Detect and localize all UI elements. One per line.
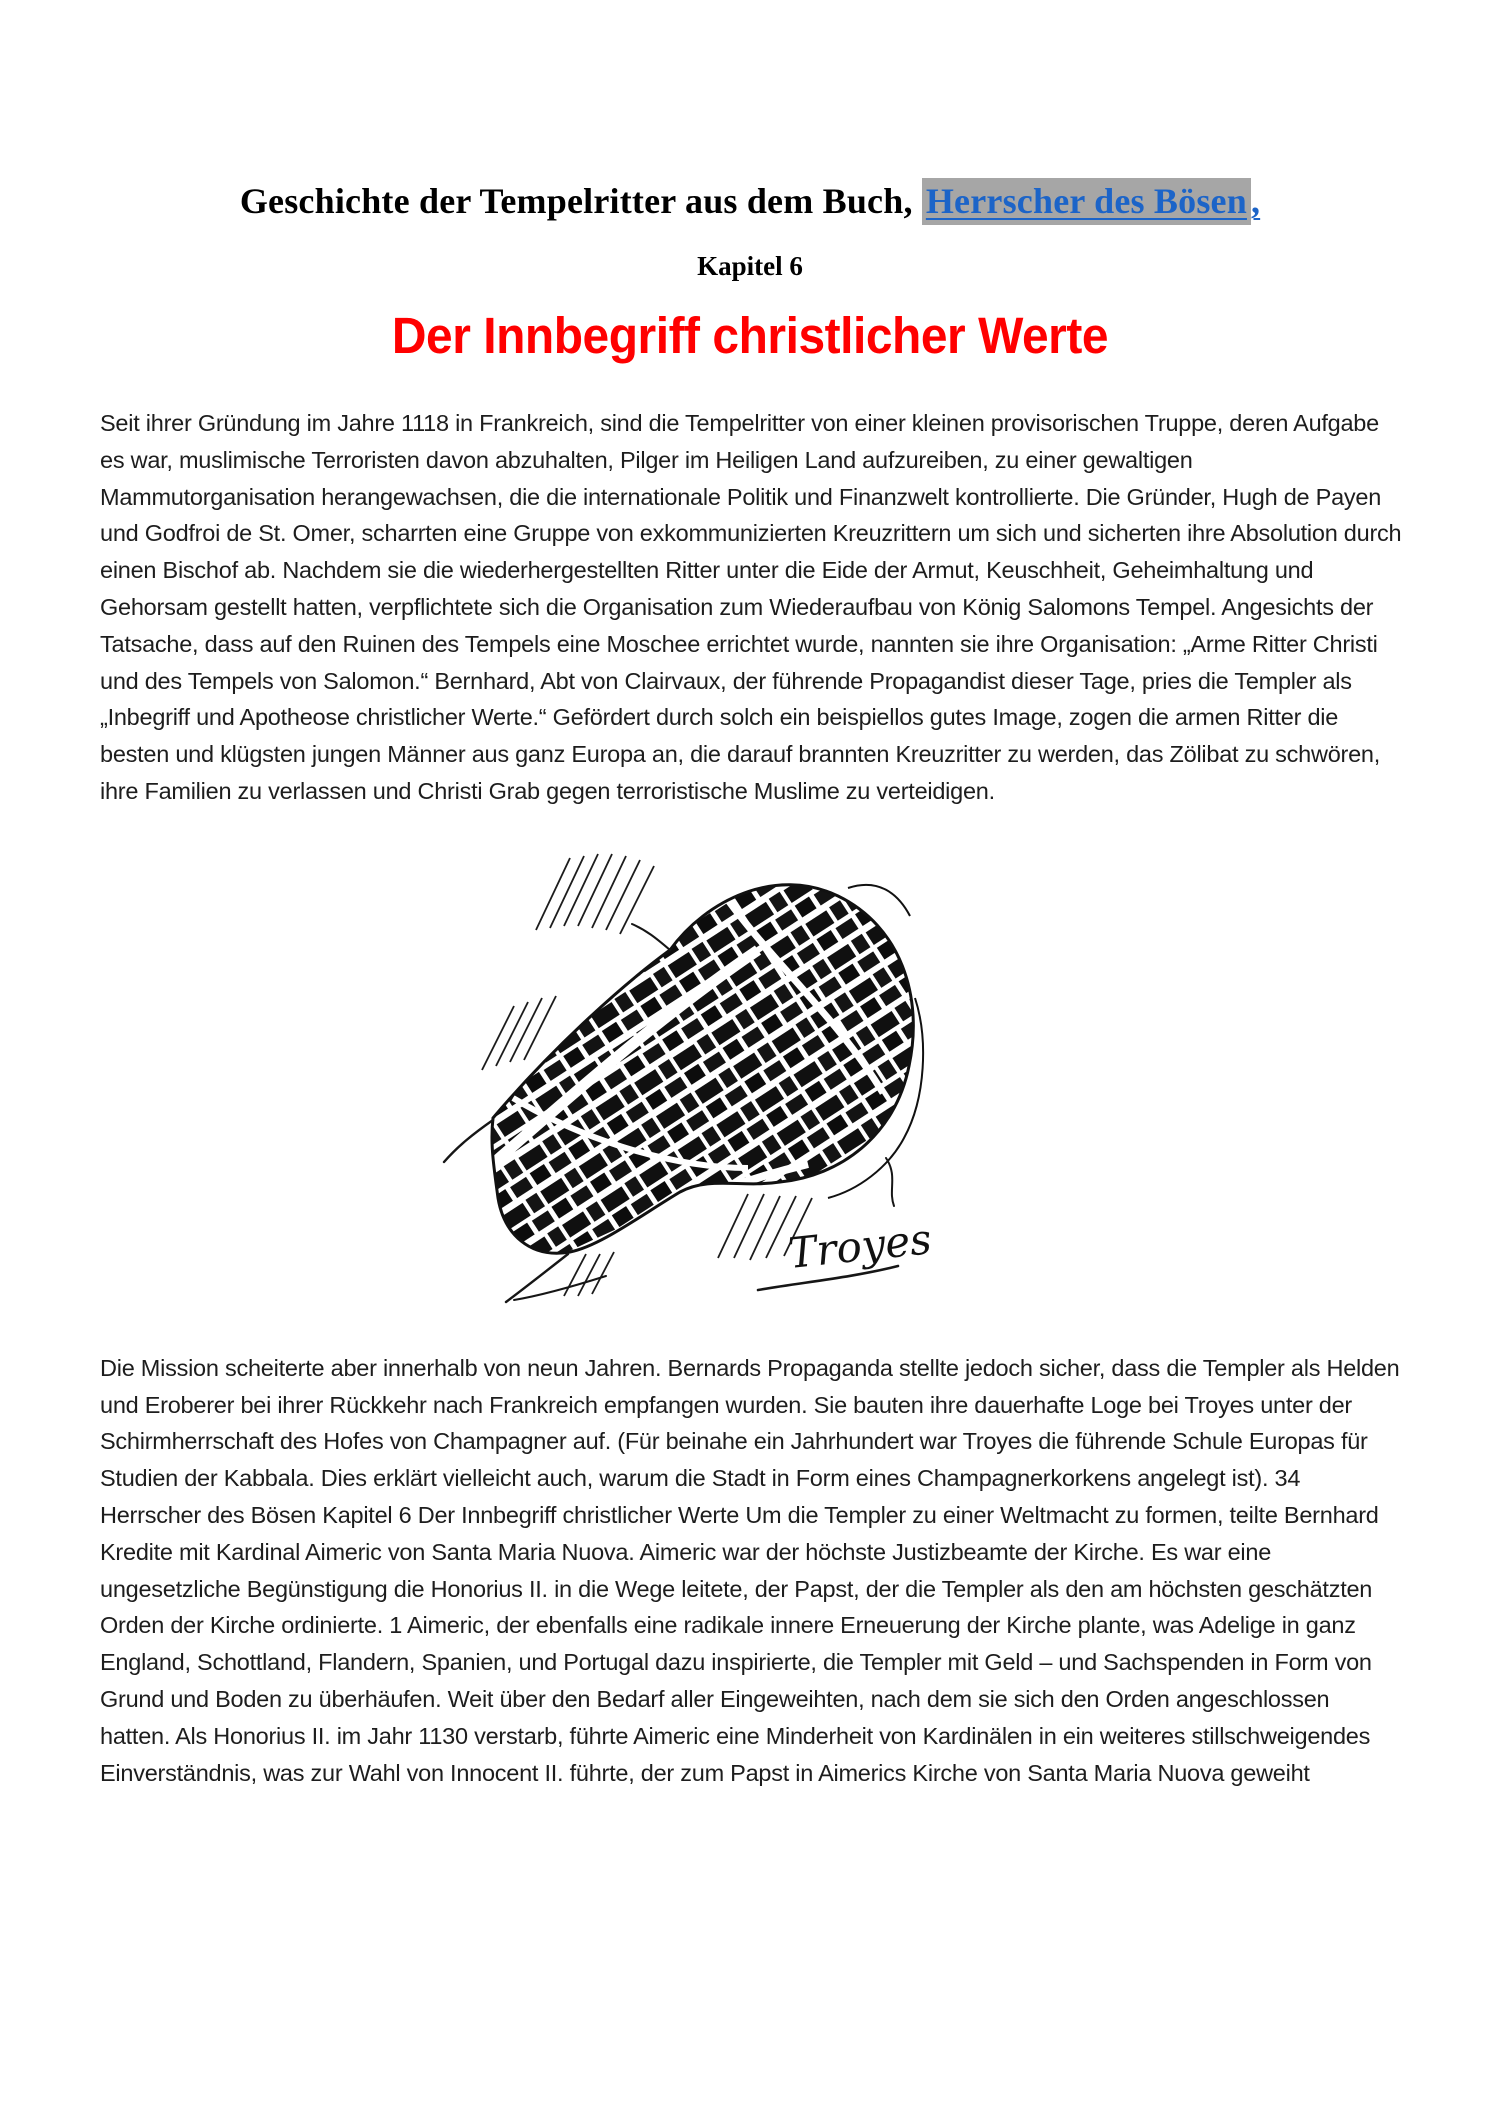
document-title-line	[100, 180, 1400, 222]
paragraph-founding-history: Seit ihrer Gründung im Jahre 1118 in Frankreich, sind die Tempelritter von einer kleinen provisorischen Truppe, deren Aufgabe es war, muslimische Terroristen davon abzuhalten, Pilger im Heiligen Land aufzureiben, zu einer gewaltigen Mammutorganisation herangewachsen, die die internationale Politik und Finanzwelt kontrollierte. Die Gründer, Hugh de Payen und Godfroi de St. Omer, scharrten eine Gruppe von exkommunizierten Kreuzrittern um sich und sicherten ihre Absolution durch einen Bischof ab. Nachdem sie die wiederhergestellten Ritter unter die Eide der Armut, Keuschheit, Geheimhaltung und Gehorsam gestellt hatten, verpflichtete sich die Organisation zum Wiederaufbau von König Salomons Tempel. Angesichts der Tatsache, dass auf den Ruinen des Tempels eine Moschee errichtet wurde, nannten sie ihre Organisation: „Arme Ritter Christi und des Tempels von Salomon.“ Bernhard, Abt von Clairvaux, der führende Propagandist dieser Tage, pries die Templer als „Inbegriff und Apotheose christlicher Werte.“ Gefördert durch solch ein beispiellos gutes Image, zogen die armen Ritter die besten und klügsten jungen Männer aus ganz Europa an, die darauf brannten Kreuzritter zu werden, das Zölibat zu schwören, ihre Familien zu verlassen und Christi Grab gegen terroristische Muslime zu verteidigen.	[100, 410, 1402, 804]
page-title: Der Innbegriff christlicher Werte	[391, 307, 1109, 364]
paragraph-mission-troyes: Die Mission scheiterte aber innerhalb von neun Jahren. Bernards Propaganda stellte jedoch sicher, dass die Templer als Helden und Eroberer bei ihrer Rückkehr nach Frankreich empfangen wurden. Sie bauten ihre dauerhafte Loge bei Troyes unter der Schirmherrschaft des Hofes von Champagner auf. (Für beinahe ein Jahrhundert war Troyes die führende Schule Europas für Studien der Kabbala. Dies erklärt vielleicht auch, warum die Stadt in Form eines Champagnerkorkens angelegt ist). 34 Herrscher des Bösen Kapitel 6 Der Innbegriff christlicher Werte Um die Templer zu einer Weltmacht zu formen, teilte Bernhard Kredite mit Kardinal Aimeric von Santa Maria Nuova. Aimeric war der höchste Justizbeamte der Kirche. Es war eine ungesetzliche Begünstigung die Honorius II. in die Wege leitete, der Papst, der die Templer als den am höchsten geschätzten Orden der Kirche ordinierte. 1 Aimeric, der ebenfalls eine radikale innere Erneuerung der Kirche plante, was Adelige in ganz England, Schottland, Flandern, Spanien, und Portugal dazu inspirierte, die Templer mit Geld – und Sachspenden in Form von Grund und Boden zu überhäufen. Weit über den Bedarf aller Eingeweihten, nach dem sie sich den Orden angeschlossen hatten. Als Honorius II. im Jahr 1130 verstarb, führte Aimeric eine Minderheit von Kardinälen in ein weiteres stillschweigendes Einverständnis, was zur Wahl von Innocent II. führte, der zum Papst in Aimerics Kirche von Santa Maria Nuova geweiht	[100, 1354, 1400, 1786]
hatching-top-left	[536, 854, 654, 934]
book-title-link[interactable]: Herrscher des Bösen	[922, 178, 1251, 225]
chapter-subtitle: Kapitel 6	[697, 251, 803, 281]
main-title-row	[100, 307, 1400, 375]
link-suffix-comma: ,	[1250, 181, 1261, 221]
document-title-prefix: Geschichte der Tempelritter aus dem Buch,	[239, 181, 922, 221]
figure-caption: Troyes	[785, 1213, 934, 1278]
hatching-bottom-left	[564, 1252, 614, 1296]
troyes-map-figure	[418, 838, 943, 1308]
troyes-map-sketch-image	[418, 838, 943, 1308]
